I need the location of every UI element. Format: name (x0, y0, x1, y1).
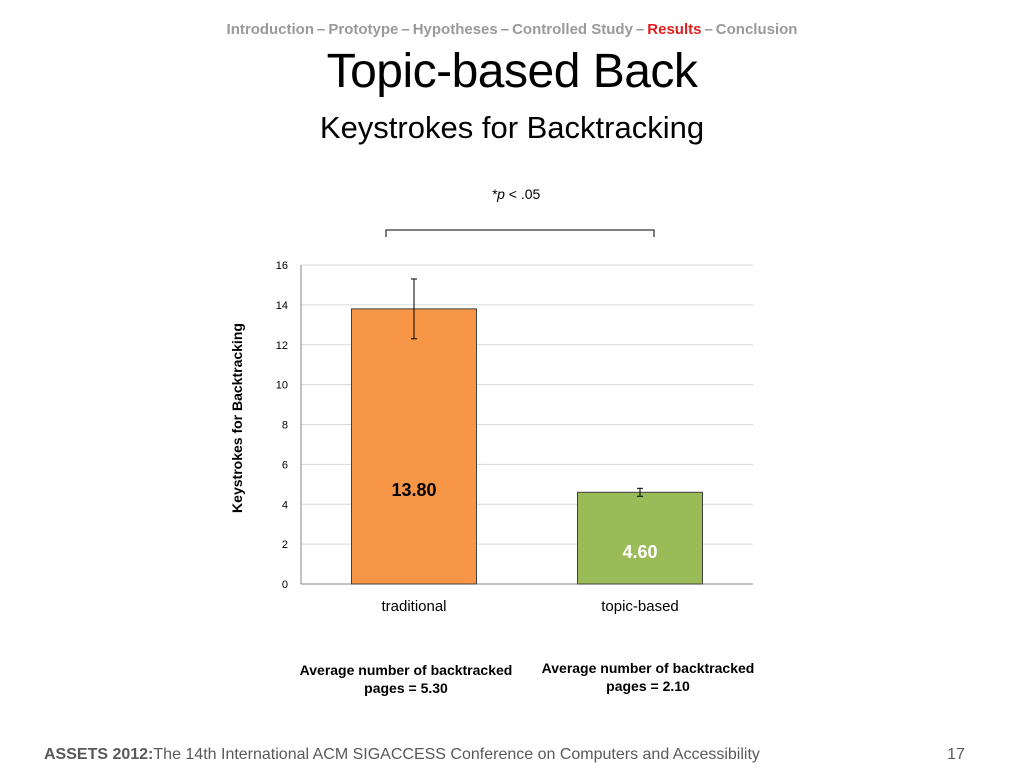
significance-threshold: < .05 (504, 186, 541, 202)
y-tick-label: 8 (281, 419, 288, 432)
significance-bracket (386, 230, 654, 237)
y-tick-label: 6 (281, 459, 288, 472)
nav-separator: – (401, 21, 410, 38)
significance-p: *p (491, 186, 505, 202)
nav-separator: – (704, 21, 713, 38)
y-tick-label: 12 (275, 339, 288, 352)
slide-title: Topic-based Back (326, 45, 698, 98)
footer (44, 746, 760, 764)
y-tick-label: 0 (281, 579, 288, 591)
data-label-traditional: 13.80 (391, 480, 437, 500)
x-tick-label-topic-based: topic-based (601, 598, 679, 615)
y-tick-label: 10 (275, 379, 288, 392)
caption-traditional: Average number of backtracked pages = 5.30 (299, 662, 513, 696)
y-tick-label: 2 (281, 539, 288, 552)
nav-item-controlled-study[interactable]: Controlled Study (512, 21, 633, 38)
slide-number: 17 (947, 746, 965, 763)
bar-traditional (352, 309, 477, 584)
nav-item-hypotheses[interactable]: Hypotheses (412, 21, 498, 38)
bar-topic-based (578, 492, 703, 584)
nav-item-introduction[interactable]: Introduction (226, 21, 315, 38)
x-tick-label-traditional: traditional (381, 598, 447, 615)
footer-conference-name: ASSETS 2012: (44, 746, 154, 763)
nav-item-conclusion[interactable]: Conclusion (715, 21, 798, 38)
footer-conference-title: The 14th International ACM SIGACCESS Conference on Computers and Accessibility (153, 746, 760, 763)
nav-separator: – (500, 21, 510, 38)
nav-separator: – (317, 21, 326, 38)
nav-item-results[interactable]: Results (647, 21, 702, 38)
y-axis-label: Keystrokes for Backtracking (229, 323, 245, 513)
caption-topic-based: Average number of backtracked pages = 2.10 (541, 660, 755, 694)
nav-item-prototype[interactable]: Prototype (328, 21, 399, 38)
y-tick-label: 16 (275, 260, 288, 272)
y-tick-label: 14 (275, 299, 288, 312)
y-tick-label: 4 (281, 499, 288, 512)
data-label-topic-based: 4.60 (622, 542, 658, 562)
nav-separator: – (635, 21, 645, 38)
slide-subtitle: Keystrokes for Backtracking (319, 110, 705, 145)
